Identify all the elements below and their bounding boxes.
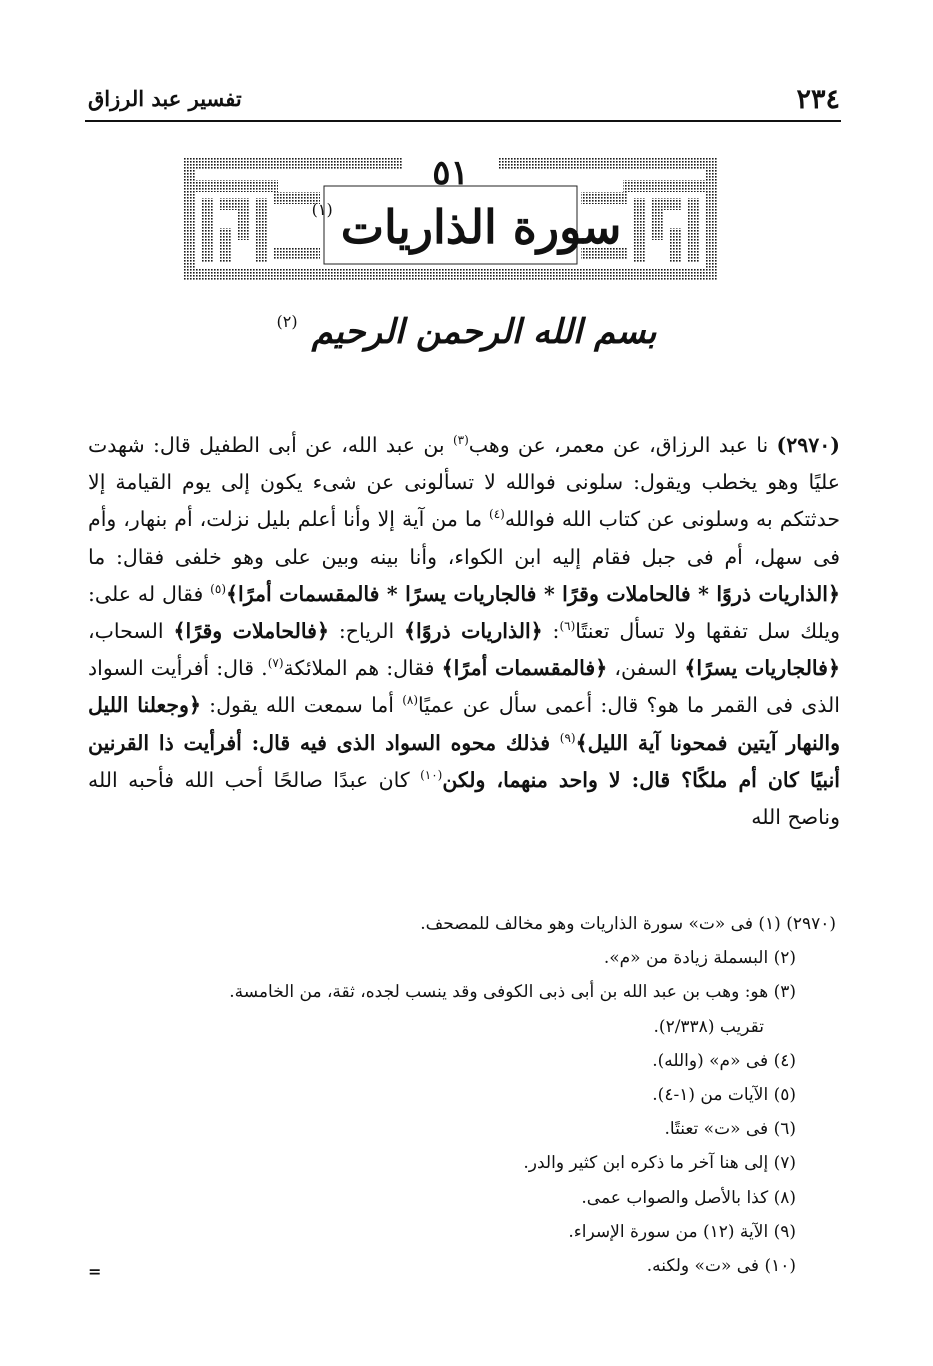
text-run: نا عبد الرزاق، عن معمر، عن وهب: [468, 433, 777, 457]
footnote-ref: (٥): [210, 581, 226, 596]
quran-quote: ﴿الذاريات ذروًا * فالحاملات وقرًا * فالجاريات يسرًا * فالمقسمات أمرًا﴾: [226, 581, 841, 606]
footnote: (٦) فى «ت» تعنتًا.: [664, 1119, 796, 1140]
footnote-ref: (٤): [489, 507, 505, 522]
basmala-calligraphy: بسم الله الرحمن الرحيم: [311, 312, 657, 352]
header-rule: [85, 120, 841, 122]
text-run: فقال له على: ويلك سل تفقها ولا تسأل تعنتًا: [88, 581, 840, 644]
hadith-paragraph: [88, 427, 840, 836]
text-run: الرياح:: [328, 619, 405, 644]
surah-number: ٥١: [432, 153, 469, 193]
quran-quote: ﴿فالمقسمات أمرًا﴾: [441, 656, 608, 681]
footnote-ref: (٣): [452, 433, 469, 448]
footnote-ref: (٨): [402, 693, 419, 708]
footnote: (٨) كذا بالأصل والصواب عمى.: [581, 1187, 796, 1208]
text-run: كان عبدًا صالحًا أحب الله فأحبه الله وناصح الله: [88, 767, 840, 830]
body-text: [88, 427, 840, 836]
quran-quote: ﴿فالحاملات وقرًا﴾: [173, 619, 329, 644]
footnotes: [88, 907, 836, 1283]
surah-footnote-ref: (١): [311, 200, 333, 219]
book-title: تفسير عبد الرزاق: [88, 86, 242, 111]
quran-quote: ﴿فالجاريات يسرًا﴾: [684, 656, 840, 681]
footnote-ref: (٦): [559, 619, 576, 634]
quran-quote: ﴿وجعلنا الليل والنهار آيتين فمحونا آية الليل﴾: [88, 693, 840, 755]
text-run: فقال: هم الملائكة: [283, 656, 442, 681]
footnote: (١٠) فى «ت» ولكنه.: [646, 1256, 796, 1277]
page-end-mark: =: [88, 1262, 102, 1281]
text-run: أما سمعت الله يقول:: [200, 693, 403, 718]
text-run: بن عبد الله، عن أبى الطفيل قال: شهدت عليًا وهو يخطب ويقول: سلونى فوالله لا تسألونى عن شىء يكون إلى يوم القيامة إلا حدثتكم به وسلونى عن كتاب الله فوالله: [88, 433, 840, 532]
hadith-number: (٢٩٧٠): [776, 433, 840, 457]
surah-name-text: سورة الذاريات: [340, 200, 622, 254]
text-run: فذلك محوه السواد الذى فيه قال: أفرأيت ذا القرنين أنبيًا كان أم ملكًا؟ قال: لا واحد منهما، ولكن: [88, 730, 840, 792]
footnote-ref: (٩): [559, 730, 576, 745]
footnote: (٢٩٧٠) (١) فى «ت» سورة الذاريات وهو مخالف للمصحف.: [420, 914, 836, 934]
footnote: (٥) الآيات من (١-٤).: [652, 1085, 796, 1106]
running-head: [88, 82, 840, 116]
page-number: ٢٣٤: [796, 84, 840, 115]
footnote: (٢) البسملة زيادة من «م».: [603, 948, 796, 969]
footnote-ref: (٧): [267, 656, 284, 671]
footnote: (٣) هو: وهب بن عبد الله بن أبى ذبى الكوفى وقد ينسب لجده، ثقة، من الخامسة.: [229, 982, 796, 1003]
footnote: (٧) إلى هنا آخر ما ذكره ابن كثير والدر.: [523, 1153, 796, 1174]
text-run: :: [542, 619, 560, 644]
footnote-ref: (١٠): [420, 768, 443, 782]
text-run: . قال: أفرأيت السواد الذى فى القمر ما هو؟ قال: أعمى سأل عن عميًا: [88, 656, 840, 718]
footnote: (٩) الآية (١٢) من سورة الإسراء.: [568, 1221, 796, 1242]
footnote-continuation: تقريب (٢/٣٣٨).: [653, 1016, 764, 1037]
surah-name: [0, 200, 933, 254]
text-run: ما من آية إلا وأنا أعلم بليل نزلت، أم بنهار، وأم فى سهل، أم فى جبل فقام إليه ابن الكواء، وأنا بينه وبين على وهو خلفى فقال: ما: [88, 507, 840, 569]
basmala: [0, 312, 933, 352]
quran-quote: ﴿الذاريات ذروًا﴾: [404, 619, 543, 644]
footnote: (٤) فى «م» (والله).: [652, 1050, 796, 1071]
text-run: السحاب،: [88, 619, 174, 644]
text-run: السفن،: [607, 656, 685, 681]
basmala-footnote-ref: (٢): [276, 312, 298, 331]
